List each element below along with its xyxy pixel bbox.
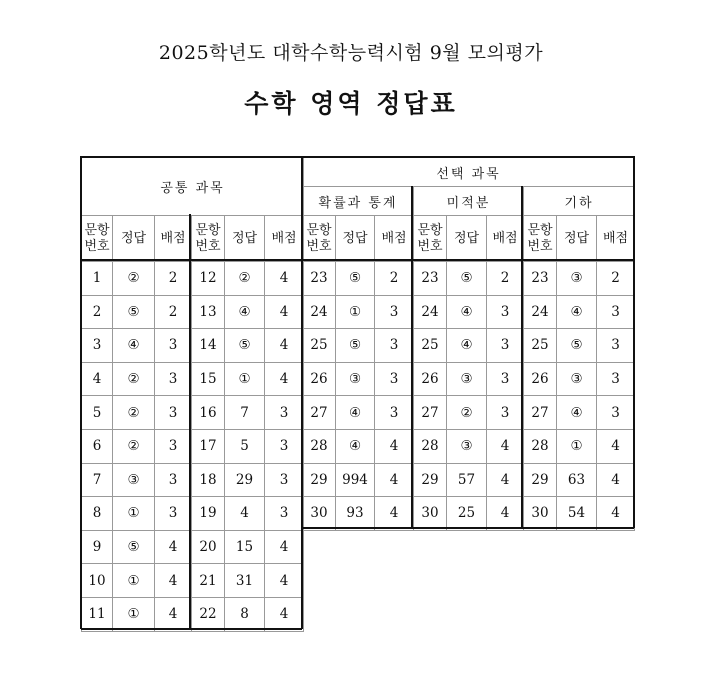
number-cell: 2 bbox=[82, 295, 113, 329]
answer-cell: ⑤ bbox=[447, 262, 487, 296]
number-cell: 27 bbox=[414, 396, 447, 430]
answer-cell: 994 bbox=[336, 463, 375, 497]
answer-cell: ⑤ bbox=[557, 329, 597, 363]
answer-cell: ④ bbox=[447, 329, 487, 363]
column-header: 문항 번호 bbox=[192, 216, 225, 262]
answer-cell: ④ bbox=[557, 295, 597, 329]
number-cell: 6 bbox=[82, 429, 113, 463]
subject-probability-statistics: 확률과 통계 bbox=[303, 187, 414, 216]
points-cell: 4 bbox=[265, 262, 304, 296]
number-cell: 27 bbox=[303, 396, 336, 430]
number-cell: 28 bbox=[524, 429, 557, 463]
points-cell: 4 bbox=[155, 597, 192, 631]
points-cell: 4 bbox=[597, 463, 635, 497]
points-cell: 4 bbox=[155, 530, 192, 564]
number-cell: 24 bbox=[414, 295, 447, 329]
elective-caption: 선택 과목 bbox=[303, 158, 635, 187]
table-row bbox=[303, 295, 635, 329]
points-cell: 3 bbox=[375, 295, 414, 329]
table-row bbox=[303, 429, 635, 463]
table-row bbox=[303, 497, 635, 531]
column-header: 정답 bbox=[557, 216, 597, 262]
answer-cell: ③ bbox=[336, 362, 375, 396]
points-cell: 3 bbox=[155, 497, 192, 531]
points-cell: 4 bbox=[265, 362, 304, 396]
answer-cell: 93 bbox=[336, 497, 375, 531]
points-cell: 3 bbox=[155, 329, 192, 363]
answer-cell: ⑤ bbox=[336, 329, 375, 363]
table-row bbox=[303, 262, 635, 296]
answer-cell: ③ bbox=[557, 362, 597, 396]
points-cell: 3 bbox=[597, 396, 635, 430]
number-cell: 19 bbox=[192, 497, 225, 531]
common-caption: 공통 과목 bbox=[82, 158, 304, 216]
points-cell: 4 bbox=[375, 497, 414, 531]
points-cell: 2 bbox=[597, 262, 635, 296]
number-cell: 25 bbox=[303, 329, 336, 363]
points-cell: 3 bbox=[155, 429, 192, 463]
points-cell: 4 bbox=[265, 295, 304, 329]
points-cell: 3 bbox=[597, 362, 635, 396]
answer-cell: ③ bbox=[113, 463, 155, 497]
common-header-row bbox=[82, 216, 304, 262]
number-cell: 26 bbox=[524, 362, 557, 396]
column-header: 문항 번호 bbox=[303, 216, 336, 262]
points-cell: 2 bbox=[155, 262, 192, 296]
answer-cell: ⑤ bbox=[225, 329, 265, 363]
common-subject-table bbox=[81, 157, 304, 632]
table-row bbox=[82, 429, 304, 463]
table-row bbox=[303, 396, 635, 430]
points-cell: 2 bbox=[375, 262, 414, 296]
answer-cell: 57 bbox=[447, 463, 487, 497]
answer-cell: ⑤ bbox=[113, 295, 155, 329]
number-cell: 30 bbox=[524, 497, 557, 531]
number-cell: 26 bbox=[414, 362, 447, 396]
points-cell: 2 bbox=[155, 295, 192, 329]
answer-cell: ③ bbox=[557, 262, 597, 296]
points-cell: 3 bbox=[487, 329, 524, 363]
number-cell: 13 bbox=[192, 295, 225, 329]
number-cell: 25 bbox=[414, 329, 447, 363]
answer-cell: ① bbox=[113, 564, 155, 598]
answer-cell: ③ bbox=[447, 362, 487, 396]
subject-geometry: 기하 bbox=[524, 187, 635, 216]
points-cell: 3 bbox=[597, 295, 635, 329]
points-cell: 3 bbox=[597, 329, 635, 363]
number-cell: 9 bbox=[82, 530, 113, 564]
number-cell: 20 bbox=[192, 530, 225, 564]
number-cell: 12 bbox=[192, 262, 225, 296]
answer-cell: ① bbox=[113, 597, 155, 631]
elective-header-row bbox=[303, 216, 635, 262]
table-row bbox=[82, 463, 304, 497]
answer-cell: ④ bbox=[113, 329, 155, 363]
column-header: 정답 bbox=[225, 216, 265, 262]
points-cell: 2 bbox=[487, 262, 524, 296]
points-cell: 3 bbox=[375, 362, 414, 396]
answer-cell: ⑤ bbox=[113, 530, 155, 564]
answer-cell: 29 bbox=[225, 463, 265, 497]
number-cell: 11 bbox=[82, 597, 113, 631]
answer-cell: 25 bbox=[447, 497, 487, 531]
number-cell: 8 bbox=[82, 497, 113, 531]
answer-cell: ② bbox=[113, 262, 155, 296]
number-cell: 18 bbox=[192, 463, 225, 497]
answer-cell: 4 bbox=[225, 497, 265, 531]
points-cell: 4 bbox=[487, 429, 524, 463]
table-row bbox=[82, 530, 304, 564]
answer-cell: ④ bbox=[557, 396, 597, 430]
column-header: 배점 bbox=[597, 216, 635, 262]
points-cell: 3 bbox=[265, 497, 304, 531]
column-header: 문항 번호 bbox=[82, 216, 113, 262]
number-cell: 29 bbox=[414, 463, 447, 497]
number-cell: 23 bbox=[414, 262, 447, 296]
answer-cell: ② bbox=[225, 262, 265, 296]
table-row bbox=[82, 597, 304, 631]
points-cell: 4 bbox=[265, 564, 304, 598]
number-cell: 17 bbox=[192, 429, 225, 463]
table-row bbox=[303, 362, 635, 396]
points-cell: 4 bbox=[265, 597, 304, 631]
number-cell: 16 bbox=[192, 396, 225, 430]
table-row bbox=[82, 564, 304, 598]
number-cell: 23 bbox=[524, 262, 557, 296]
points-cell: 4 bbox=[487, 463, 524, 497]
number-cell: 7 bbox=[82, 463, 113, 497]
answer-cell: ② bbox=[447, 396, 487, 430]
subject-calculus: 미적분 bbox=[414, 187, 524, 216]
page-title: 수학 영역 정답표 bbox=[244, 89, 458, 118]
column-header: 배점 bbox=[487, 216, 524, 262]
number-cell: 29 bbox=[524, 463, 557, 497]
table-row bbox=[82, 295, 304, 329]
points-cell: 3 bbox=[375, 396, 414, 430]
points-cell: 3 bbox=[487, 362, 524, 396]
number-cell: 1 bbox=[82, 262, 113, 296]
number-cell: 26 bbox=[303, 362, 336, 396]
points-cell: 4 bbox=[597, 429, 635, 463]
column-header: 정답 bbox=[113, 216, 155, 262]
number-cell: 23 bbox=[303, 262, 336, 296]
column-header: 정답 bbox=[336, 216, 375, 262]
answer-cell: ⑤ bbox=[336, 262, 375, 296]
number-cell: 15 bbox=[192, 362, 225, 396]
table-row bbox=[82, 497, 304, 531]
number-cell: 28 bbox=[303, 429, 336, 463]
points-cell: 4 bbox=[155, 564, 192, 598]
elective-subject-table bbox=[302, 157, 635, 531]
table-row bbox=[303, 329, 635, 363]
answer-cell: 7 bbox=[225, 396, 265, 430]
answer-cell: ④ bbox=[447, 295, 487, 329]
exam-subtitle: 2025학년도 대학수학능력시험 9월 모의평가 bbox=[158, 42, 544, 64]
number-cell: 25 bbox=[524, 329, 557, 363]
points-cell: 3 bbox=[375, 329, 414, 363]
points-cell: 3 bbox=[155, 362, 192, 396]
table-row bbox=[82, 262, 304, 296]
answer-cell: 15 bbox=[225, 530, 265, 564]
column-header: 정답 bbox=[447, 216, 487, 262]
column-header: 배점 bbox=[155, 216, 192, 262]
answer-cell: ② bbox=[113, 429, 155, 463]
answer-cell: ④ bbox=[336, 396, 375, 430]
number-cell: 29 bbox=[303, 463, 336, 497]
column-header: 문항 번호 bbox=[524, 216, 557, 262]
table-row bbox=[82, 362, 304, 396]
points-cell: 4 bbox=[597, 497, 635, 531]
number-cell: 24 bbox=[303, 295, 336, 329]
points-cell: 4 bbox=[375, 429, 414, 463]
answer-cell: 8 bbox=[225, 597, 265, 631]
points-cell: 3 bbox=[155, 396, 192, 430]
number-cell: 4 bbox=[82, 362, 113, 396]
answer-cell: ① bbox=[113, 497, 155, 531]
number-cell: 3 bbox=[82, 329, 113, 363]
points-cell: 3 bbox=[487, 396, 524, 430]
answer-cell: ② bbox=[113, 396, 155, 430]
points-cell: 4 bbox=[265, 329, 304, 363]
column-header: 배점 bbox=[265, 216, 304, 262]
number-cell: 5 bbox=[82, 396, 113, 430]
column-header: 배점 bbox=[375, 216, 414, 262]
points-cell: 3 bbox=[265, 396, 304, 430]
number-cell: 30 bbox=[414, 497, 447, 531]
elective-subject-row bbox=[303, 187, 635, 216]
points-cell: 3 bbox=[487, 295, 524, 329]
number-cell: 30 bbox=[303, 497, 336, 531]
answer-cell: ① bbox=[225, 362, 265, 396]
answer-cell: 5 bbox=[225, 429, 265, 463]
answer-cell: ② bbox=[113, 362, 155, 396]
answer-cell: 54 bbox=[557, 497, 597, 531]
number-cell: 27 bbox=[524, 396, 557, 430]
points-cell: 4 bbox=[487, 497, 524, 531]
points-cell: 3 bbox=[265, 463, 304, 497]
number-cell: 24 bbox=[524, 295, 557, 329]
number-cell: 22 bbox=[192, 597, 225, 631]
table-row bbox=[82, 329, 304, 363]
answer-cell: ④ bbox=[336, 429, 375, 463]
points-cell: 3 bbox=[155, 463, 192, 497]
points-cell: 3 bbox=[265, 429, 304, 463]
table-row bbox=[303, 463, 635, 497]
number-cell: 10 bbox=[82, 564, 113, 598]
answer-cell: 63 bbox=[557, 463, 597, 497]
column-header: 문항 번호 bbox=[414, 216, 447, 262]
points-cell: 4 bbox=[265, 530, 304, 564]
answer-cell: ① bbox=[557, 429, 597, 463]
table-row bbox=[82, 396, 304, 430]
number-cell: 28 bbox=[414, 429, 447, 463]
points-cell: 4 bbox=[375, 463, 414, 497]
answer-cell: 31 bbox=[225, 564, 265, 598]
number-cell: 21 bbox=[192, 564, 225, 598]
answer-cell: ① bbox=[336, 295, 375, 329]
number-cell: 14 bbox=[192, 329, 225, 363]
answer-cell: ③ bbox=[447, 429, 487, 463]
answer-cell: ④ bbox=[225, 295, 265, 329]
